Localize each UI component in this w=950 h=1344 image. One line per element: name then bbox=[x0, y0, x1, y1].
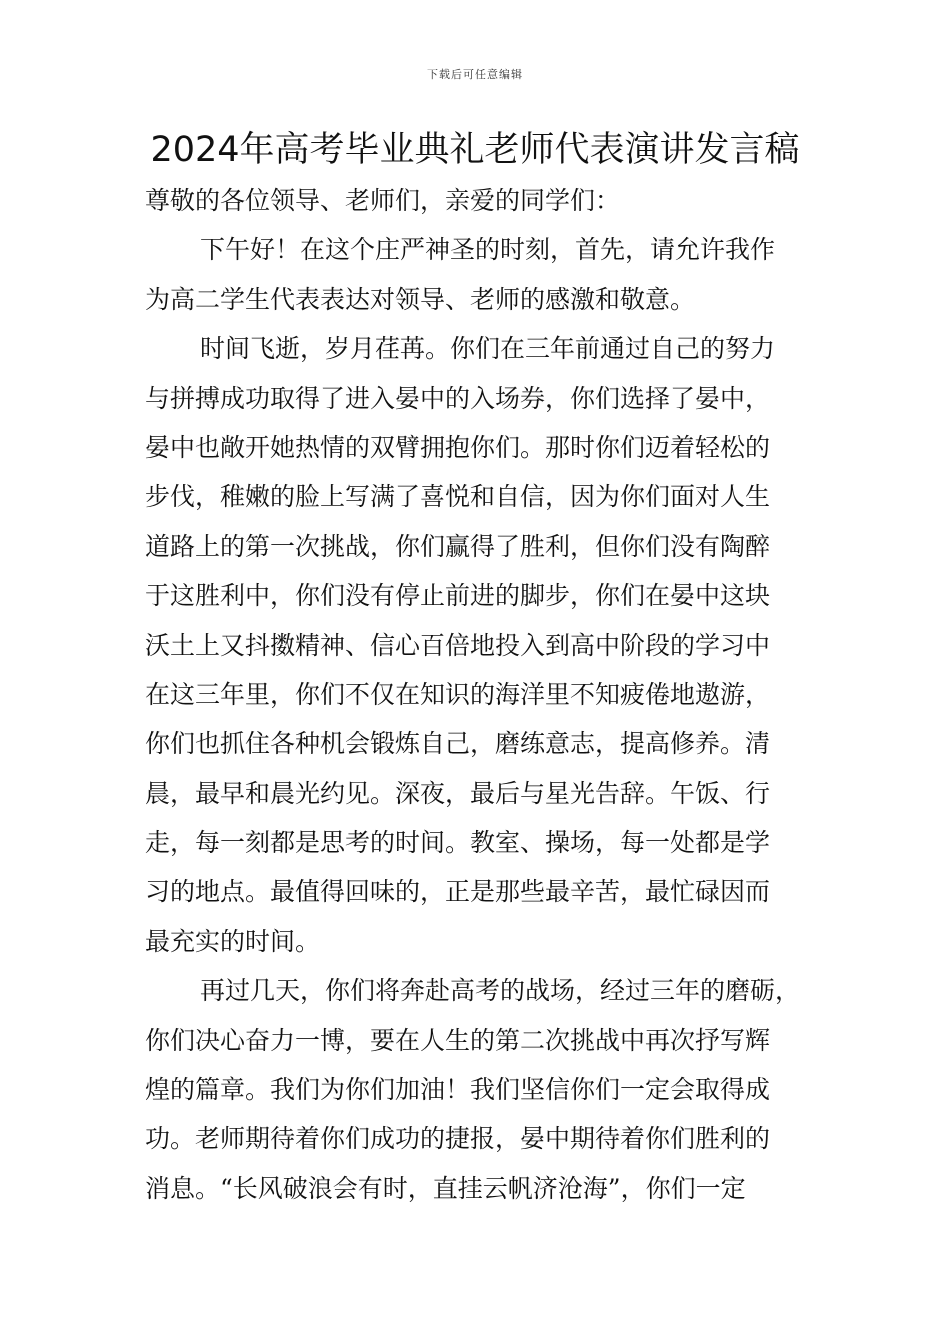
document-title: 2024年高考毕业典礼老师代表演讲发言稿 bbox=[150, 130, 800, 170]
text-line: 你们决心奋力一博，要在人生的第二次挑战中再次抒写辉 bbox=[145, 1025, 771, 1055]
header-note: 下载后可任意编辑 bbox=[427, 68, 523, 81]
text-line: 煌的篇章。我们为你们加油！我们坚信你们一定会取得成 bbox=[145, 1075, 771, 1105]
text-line: 与拼搏成功取得了进入晏中的入场券，你们选择了晏中， bbox=[145, 383, 771, 413]
text-line: 晨，最早和晨光约见。深夜，最后与星光告辞。午饭、行 bbox=[145, 778, 771, 808]
text-line: 习的地点。最值得回味的，正是那些最辛苦，最忙碌因而 bbox=[145, 877, 771, 907]
text-line: 功。老师期待着你们成功的捷报，晏中期待着你们胜利的 bbox=[145, 1124, 771, 1154]
text-line: 消息。“长风破浪会有时，直挂云帆济沧海”，你们一定 bbox=[145, 1173, 746, 1203]
text-line: 再过几天，你们将奔赴高考的战场，经过三年的磨砺， bbox=[200, 976, 801, 1006]
text-line: 最充实的时间。 bbox=[145, 926, 321, 956]
text-line: 你们也抓住各种机会锻炼自己，磨练意志，提高修养。清 bbox=[145, 729, 771, 759]
document-body bbox=[145, 176, 815, 1213]
text-line: 走，每一刻都是思考的时间。教室、操场，每一处都是学 bbox=[145, 828, 771, 858]
text-line: 晏中也敞开她热情的双臂拥抱你们。那时你们迈着轻松的 bbox=[145, 432, 771, 462]
text-line: 在这三年里，你们不仅在知识的海洋里不知疲倦地遨游， bbox=[145, 679, 771, 709]
text-line: 下午好！在这个庄严神圣的时刻，首先，请允许我作 bbox=[200, 235, 776, 265]
text-line: 步伐，稚嫩的脸上写满了喜悦和自信，因为你们面对人生 bbox=[145, 482, 771, 512]
text-line: 道路上的第一次挑战，你们赢得了胜利，但你们没有陶醉 bbox=[145, 531, 771, 561]
text-line: 尊敬的各位领导、老师们，亲爱的同学们： bbox=[145, 186, 621, 215]
text-line: 于这胜利中，你们没有停止前进的脚步，你们在晏中这块 bbox=[145, 581, 771, 611]
text-line: 沃土上又抖擞精神、信心百倍地投入到高中阶段的学习中 bbox=[145, 630, 771, 660]
text-line: 为高二学生代表表达对领导、老师的感激和敬意。 bbox=[145, 284, 696, 314]
text-line: 时间飞逝，岁月荏苒。你们在三年前通过自己的努力 bbox=[200, 334, 776, 364]
